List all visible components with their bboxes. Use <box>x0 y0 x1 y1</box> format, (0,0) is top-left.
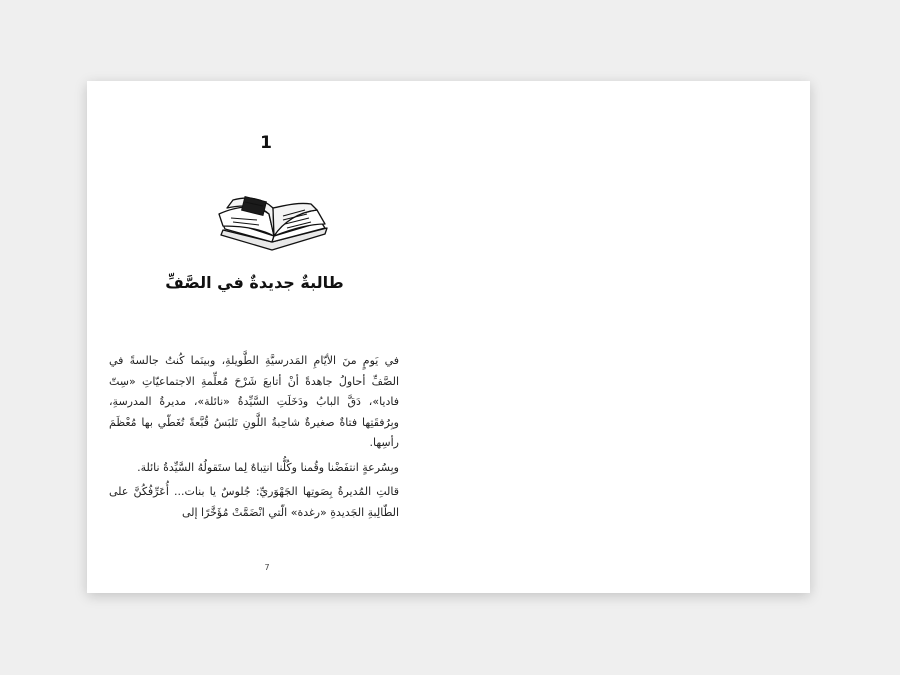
paragraph: وبِسُرعةٍ انتفَضْنا وقُمنا وكُلُّنا انتِباهٌ لِما ستَقولُهُ السَّيِّدةُ نائلة. <box>137 460 399 474</box>
chapter-body <box>109 351 399 527</box>
chapter-title: طالبةٌ جديدةٌ في الصَّفِّ <box>165 273 344 292</box>
open-book-icon <box>217 192 332 252</box>
page-number: 7 <box>264 563 270 572</box>
right-page <box>449 81 810 593</box>
chapter-number: 1 <box>260 133 272 153</box>
left-page <box>87 81 449 593</box>
book-spread <box>87 81 810 593</box>
paragraph: في يَومٍ منَ الأيّامِ المَدرسيَّةِ الطَّويلةِ، وبينَما كُنتُ جالسةً في الصَّفِّ أحاولُ جاهدةً أنْ أتابعَ شَرْحَ مُعلِّمةِ الاجتماعيّاتِ «سِتّ فاديا»، دَقَّ البابُ ودَخَلَتِ السَّيِّدةُ «نائلة»، مديرةُ المدرسةِ، وبِرُفقَتِها فتاةٌ صغيرةٌ شاحِبةُ اللَّونِ تَلبَسُ قُبَّعةً تُغَطّي بها مُعْظَمَ رأسِها. <box>109 354 399 449</box>
paragraph: قالتِ المُديرةُ بِصَوتِها الجَهْوَريِّ: جُلوسٌ يا بنات... أُعَرِّفُكُنَّ على الطّالِبةِ الجَديدةِ «رغدة» الّتي انْضَمَّتْ مُؤَخَّرًا إلى <box>109 485 399 519</box>
